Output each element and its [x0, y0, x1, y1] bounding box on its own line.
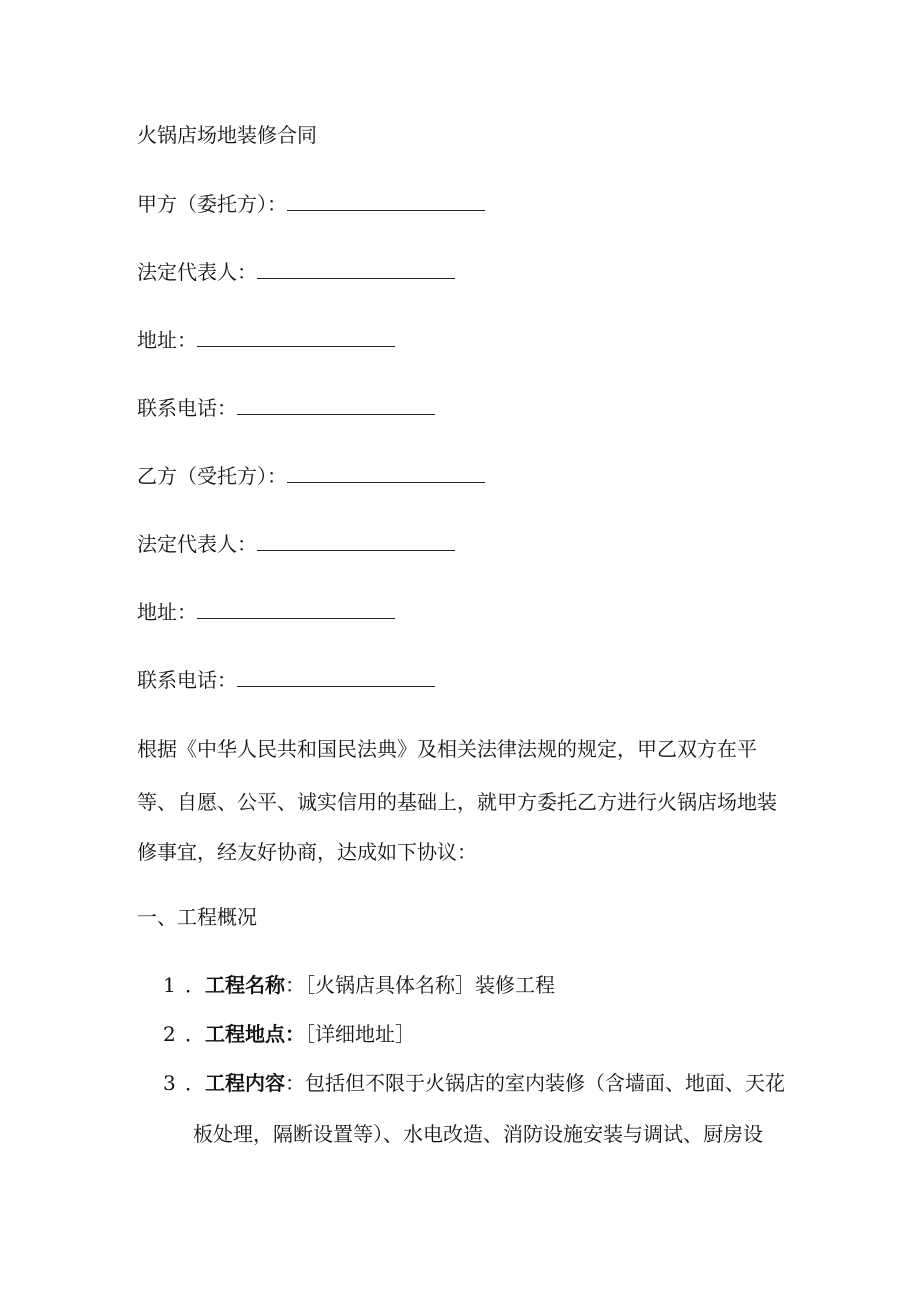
party-b-rep-blank[interactable]: [257, 530, 455, 551]
party-a-rep-label: 法定代表人：: [137, 260, 257, 284]
list-item: ．工程名称：［火锅店具体名称］装修工程: [185, 973, 555, 997]
party-b-phone-label: 联系电话：: [137, 668, 237, 692]
preamble-line-1: 根据《中华人民共和国民法典》及相关法律法规的规定，甲乙双方在平: [137, 737, 757, 761]
list-item: ．工程内容：包括但不限于火锅店的室内装修（含墙面、地面、天花: [185, 1071, 785, 1095]
list-item: ．工程地点：［详细地址］: [185, 1022, 415, 1046]
item-number: 3: [163, 1071, 176, 1095]
party-a-address-label: 地址：: [137, 328, 197, 352]
document-title: 火锅店场地装修合同: [137, 123, 317, 147]
party-a-address-blank[interactable]: [197, 326, 395, 347]
item-value: ［火锅店具体名称］装修工程: [305, 973, 555, 997]
preamble-line-2: 等、自愿、公平、诚实信用的基础上，就甲方委托乙方进行火锅店场地装: [137, 790, 777, 814]
party-b-blank[interactable]: [287, 462, 485, 483]
party-b-address-label: 地址：: [137, 600, 197, 624]
item-key: 工程地点：: [205, 1022, 305, 1046]
party-a-blank[interactable]: [287, 190, 485, 211]
party-b-address-line: [137, 598, 395, 626]
party-b-phone-blank[interactable]: [237, 666, 435, 687]
preamble-line-3: 修事宜，经友好协商，达成如下协议：: [137, 840, 477, 864]
party-b-rep-line: [137, 530, 455, 558]
party-a-phone-label: 联系电话：: [137, 396, 237, 420]
item-key: 工程名称: [205, 973, 285, 997]
party-b-phone-line: [137, 666, 435, 694]
section-heading: 一、工程概况: [137, 905, 257, 929]
item-value: 包括但不限于火锅店的室内装修（含墙面、地面、天花: [305, 1071, 785, 1095]
party-a-address-line: [137, 326, 395, 354]
item-continuation: 板处理，隔断设置等）、水电改造、消防设施安装与调试、厨房设: [193, 1122, 763, 1146]
party-a-phone-line: [137, 394, 435, 422]
item-value: ［详细地址］: [305, 1022, 415, 1046]
party-a-line: [137, 190, 485, 218]
party-a-rep-blank[interactable]: [257, 258, 455, 279]
party-b-rep-label: 法定代表人：: [137, 532, 257, 556]
party-b-line: [137, 462, 485, 490]
party-a-rep-line: [137, 258, 455, 286]
party-a-label: 甲方（委托方）：: [137, 192, 287, 216]
party-a-phone-blank[interactable]: [237, 394, 435, 415]
party-b-address-blank[interactable]: [197, 598, 395, 619]
item-number: 2: [163, 1022, 176, 1046]
party-b-label: 乙方（受托方）：: [137, 464, 287, 488]
item-key: 工程内容: [205, 1071, 285, 1095]
item-number: 1: [163, 973, 176, 997]
